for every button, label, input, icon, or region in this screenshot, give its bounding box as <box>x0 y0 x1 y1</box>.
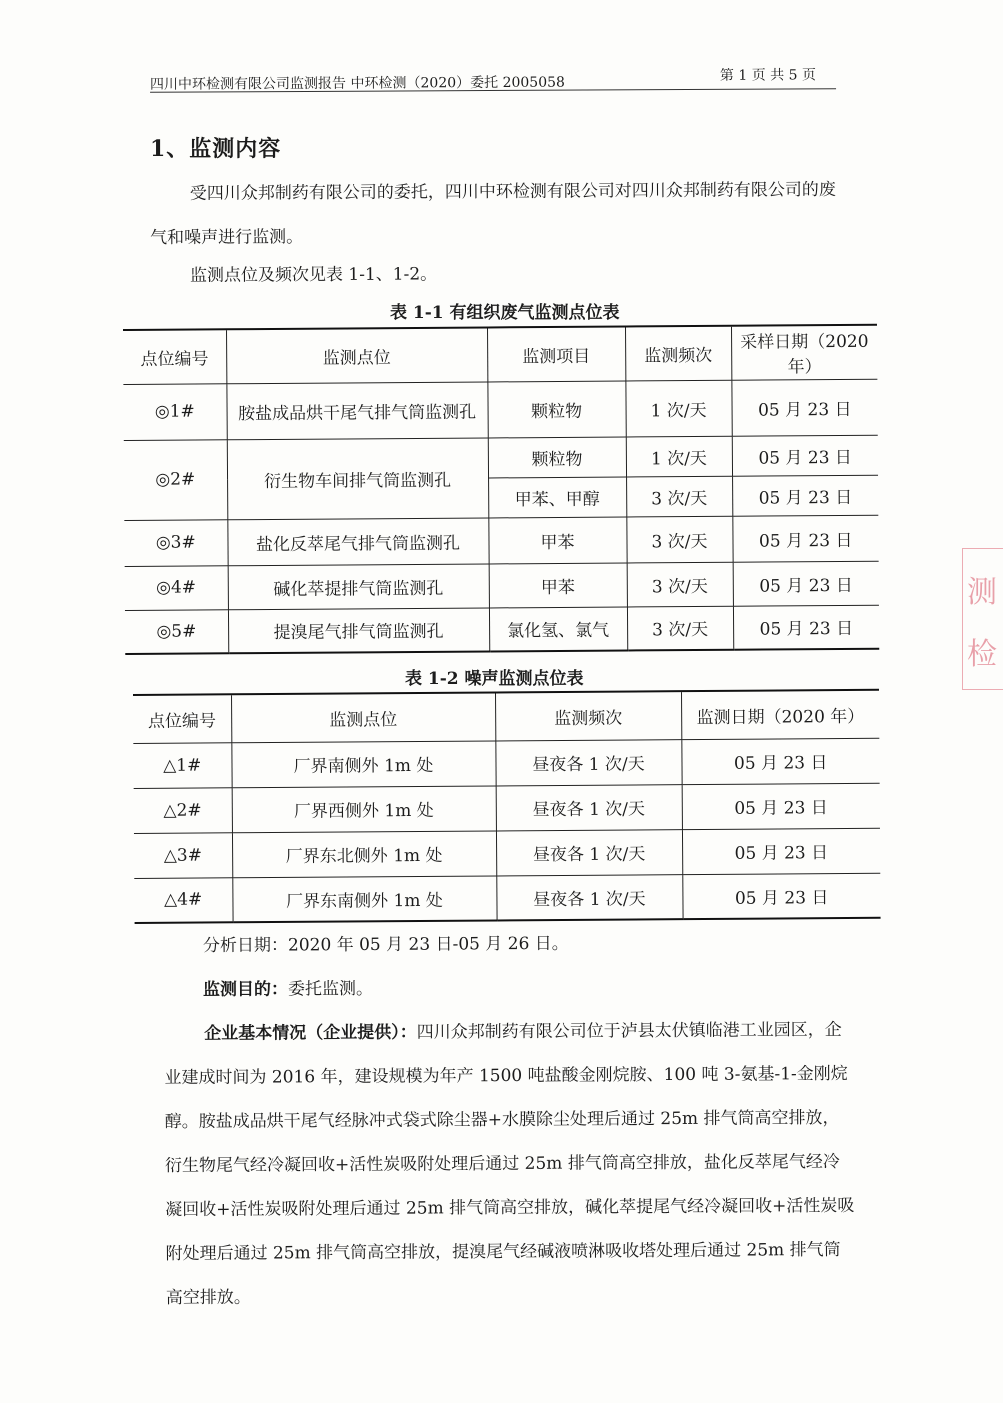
table1-header-row <box>123 325 877 384</box>
table2-header-cell: 点位编号 <box>133 694 231 743</box>
table2-header-row <box>133 690 879 743</box>
point-id: ◎1# <box>123 383 226 440</box>
point-date: 05 月 23 日 <box>732 515 878 562</box>
table1-header-cell: 监测项目 <box>487 326 625 381</box>
header-report-id: 四川中环检测有限公司监测报告 中环检测（2020）委托 2005058 <box>149 74 565 93</box>
table1-header-cell: 采样日期（2020 年） <box>731 325 877 380</box>
company-text: 四川众邦制药有限公司位于泸县太伏镇临港工业园区，企业建成时间为 2016 年，建设规模为年产 1500 吨盐酸金刚烷胺、100 吨 3-氨基-1-金刚烷醇。胺盐成品烘干尾气经脉冲式袋式除尘器+水膜除尘处理后通过 25m 排气筒高空排放，衍生物尾气经冷凝回收+活性炭吸附处理后通过 25m 排气筒高空排放，盐化反萃尾气经冷凝回收+活性炭吸附处理后通过 25m 排气筒高空排放，碱化萃提尾气经冷凝回收+活性炭吸附处理后通过 25m 排气筒高空排放，提溴尾气经碱液喷淋吸收塔处理后通过 25m 排气筒高空排放。 <box>164 1019 855 1309</box>
point-date: 05 月 23 日 <box>682 828 880 874</box>
table1-exhaust-points <box>123 324 879 655</box>
point-frequency: 3 次/天 <box>627 562 733 607</box>
point-item: 甲苯 <box>489 562 627 607</box>
table-row <box>124 435 878 480</box>
table2-header-cell: 监测频次 <box>495 691 681 740</box>
red-stamp-fragment: 测 检 <box>962 548 1003 690</box>
point-site: 厂界东北侧外 1m 处 <box>232 830 496 877</box>
table-row <box>123 379 877 440</box>
analysis-date: 分析日期：2020 年 05 月 23 日-05 月 26 日。 <box>202 933 569 957</box>
point-frequency: 昼夜各 1 次/天 <box>496 874 682 920</box>
table1-header-cell: 监测频次 <box>625 326 731 381</box>
company-label: 企业基本情况（企业提供）： <box>204 1022 417 1044</box>
point-date: 05 月 23 日 <box>731 379 877 436</box>
point-id: △4# <box>134 877 232 923</box>
point-site: 厂界东南侧外 1m 处 <box>232 875 496 922</box>
point-frequency: 3 次/天 <box>626 516 732 563</box>
point-site: 盐化反萃尾气排气筒监测孔 <box>227 517 488 565</box>
point-id: ◎5# <box>125 609 228 654</box>
purpose-text: 委托监测。 <box>287 978 374 1000</box>
table-row <box>134 828 880 878</box>
point-frequency: 昼夜各 1 次/天 <box>496 829 682 875</box>
point-date: 05 月 23 日 <box>733 605 879 650</box>
table1-header-cell: 点位编号 <box>123 329 226 384</box>
purpose-label: 监测目的： <box>202 979 289 1001</box>
section-title: 1、监测内容 <box>150 136 282 162</box>
table-row <box>124 515 878 566</box>
point-frequency: 昼夜各 1 次/天 <box>496 784 682 830</box>
table-row <box>133 738 879 788</box>
point-frequency: 3 次/天 <box>626 476 732 517</box>
point-frequency: 1 次/天 <box>625 380 731 437</box>
table1-header-cell: 监测点位 <box>226 327 487 383</box>
table-row <box>125 605 879 654</box>
point-frequency: 1 次/天 <box>626 436 732 477</box>
table2-noise-points <box>133 689 881 924</box>
header-page-number: 第 1 页 共 5 页 <box>719 67 817 84</box>
table-row <box>134 783 880 833</box>
point-site: 碱化萃提排气筒监测孔 <box>228 563 489 609</box>
table2-header-cell: 监测点位 <box>231 692 495 742</box>
point-date: 05 月 23 日 <box>733 561 879 606</box>
point-site: 衍生物车间排气筒监测孔 <box>227 437 489 519</box>
point-id: △1# <box>133 742 231 788</box>
page-header <box>150 62 836 93</box>
point-site: 提溴尾气排气筒监测孔 <box>228 607 489 653</box>
point-date: 05 月 23 日 <box>681 738 879 784</box>
point-item: 氯化氢、氯气 <box>489 606 627 651</box>
point-item: 甲苯 <box>488 516 626 563</box>
points-note: 监测点位及频次见表 1-1、1-2。 <box>189 264 438 286</box>
point-item: 甲苯、甲醇 <box>488 476 626 517</box>
table-row <box>134 873 880 923</box>
intro-paragraph: 受四川众邦制药有限公司的委托，四川中环检测有限公司对四川众邦制药有限公司的废气和噪声进行监测。 <box>150 179 836 249</box>
point-site: 胺盐成品烘干尾气排气筒监测孔 <box>226 381 487 439</box>
point-frequency: 昼夜各 1 次/天 <box>495 739 681 785</box>
table2-header-cell: 监测日期（2020 年） <box>681 690 879 739</box>
purpose-paragraph <box>203 964 863 1012</box>
point-frequency: 3 次/天 <box>627 606 733 651</box>
point-id: ◎3# <box>124 519 227 566</box>
point-id: ◎4# <box>125 565 228 610</box>
point-site: 厂界南侧外 1m 处 <box>231 740 495 787</box>
point-date: 05 月 23 日 <box>682 873 880 919</box>
table1-caption: 表 1-1 有组织废气监测点位表 <box>390 303 620 323</box>
company-paragraph <box>164 1008 856 1320</box>
point-site: 厂界西侧外 1m 处 <box>232 785 496 832</box>
point-item: 颗粒物 <box>488 436 626 477</box>
table2-caption: 表 1-2 噪声监测点位表 <box>405 669 584 689</box>
point-date: 05 月 23 日 <box>732 475 878 516</box>
point-id: ◎2# <box>124 439 228 520</box>
table-row <box>125 561 879 610</box>
point-item: 颗粒物 <box>487 380 625 437</box>
point-date: 05 月 23 日 <box>732 435 878 476</box>
point-id: △2# <box>134 787 232 833</box>
point-date: 05 月 23 日 <box>682 783 880 829</box>
point-id: △3# <box>134 832 232 878</box>
